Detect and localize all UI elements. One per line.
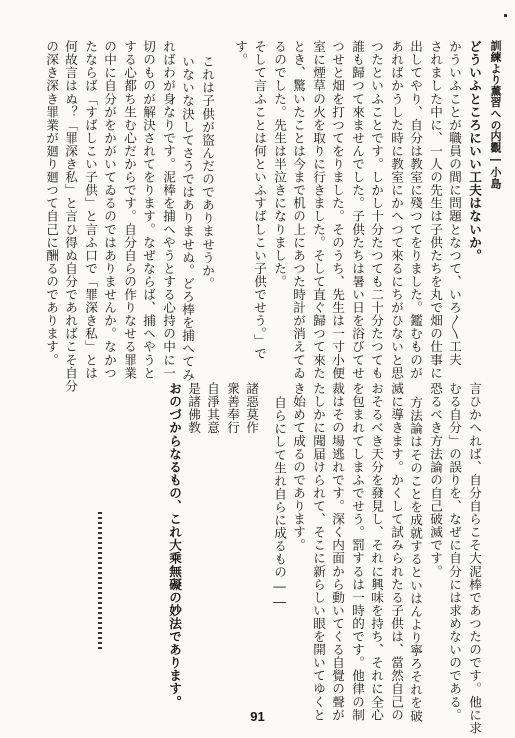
text-column: とき、驚いたことは今まで机の上にあつた時計が消えてゐ <box>291 40 306 380</box>
text-column: 何故言はぬ？「罪深き私」と言ひ得ぬ自分であればこそ自分 <box>63 40 78 393</box>
text-column: つたといふことです。しかし十分たつても二十分たつても <box>369 40 384 380</box>
text-column: るのでした。先生は半泣きになりました。 <box>272 40 287 288</box>
text-column: 室に煙草の火を取りに行きました。そして直ぐ歸つて來た <box>311 40 326 380</box>
text-column: の中に自分がをかがいてゐるのではありませんか。なかつ <box>102 40 117 380</box>
closing-column: おのづからなるもの、これ大乘無礙の妙法であります。 <box>167 382 182 709</box>
wavy-divider <box>98 512 102 652</box>
text-column: 誰も歸つて來ませんでした。子供たちは暑い日を浴びてせ <box>350 40 365 380</box>
sutra-line: 自淨其意 <box>205 382 220 435</box>
text-column: する心都ち生む心だからです。自分自らの作りなせる罪業 <box>122 40 137 380</box>
text-column: 出してやり、自分は教室に殘つてをりました。鑑むものが <box>408 40 423 380</box>
text-column: 方法論はそのことを成就するといはんより寧ろそれを破 <box>408 396 423 723</box>
text-column: 滅に導きます。かくして試みられたる子供は、當然自己の <box>389 382 404 722</box>
text-column: 言ひかへれば、自分自らこそ大泥棒であつたのです。他に求 <box>467 382 482 735</box>
text-column: たならば「すばしこい子供」と言ふ口で「罪深き私」とは <box>83 40 98 380</box>
text-column: あればかうした時に教室にかへつて來るにちがひないと思 <box>389 40 404 380</box>
text-column: 切のものが解決されてをります。なぜならば、捕へやうと <box>141 40 156 380</box>
sutra-line: 衆善奉行 <box>225 382 240 435</box>
text-column: むる自分」の誤りを、なぜに自分には求めないのである。 <box>447 382 462 722</box>
text-column: そして言ふことは何といふすばしこい子供でせう。」で <box>252 40 267 360</box>
sutra-line: 諸惡莫作 <box>244 382 259 435</box>
text-column: いないな決してさうではありませぬ。どろ棒を捕へてみ <box>180 55 195 382</box>
text-column: かういふことが職員の間に問題となつて、いろ〳〵工夫 <box>447 40 462 366</box>
text-column: つせと畑を打つてをりました。そのうち、先生は一寸小便 <box>330 40 345 380</box>
page-number: 91 <box>250 709 265 724</box>
text-column: 裁はその場逃れです。深く内面から動いてくる自覺の聲が <box>330 382 345 722</box>
text-column: ればわが身なりです。泥棒を捕へやうとする心持の中に一 <box>161 40 176 380</box>
text-column: されました中に、一人の先生は子供たちを丸で畑の仕事に <box>428 40 443 380</box>
text-column: 恐るべき方法論の自己破滅です。 <box>428 382 443 578</box>
text-column: 自らにして生れ自らに成るもの―― <box>272 396 287 610</box>
text-column: の深き深き罪業が廻り廻つて自己に酬るのであります。 <box>44 40 59 367</box>
text-column: す。 <box>233 40 248 67</box>
text-column: おそるべき天分を發見し、それに興味を持ち、それに全心 <box>369 382 384 722</box>
text-column: たしかに聞届けられて、そこに新らしい眼を開いてゆくと <box>311 382 326 722</box>
text-column: どういふところにいい工夫はないか。 <box>467 40 482 262</box>
sutra-line: 是諸佛教 <box>186 382 201 435</box>
text-column: き始めて成るのであります。 <box>291 382 306 552</box>
running-head: 訓練より薫習への内觀―小島 <box>489 40 502 189</box>
corner-mark <box>504 14 507 17</box>
text-column: を包まれてしまふでせう。罰するは一時的です。他律の制 <box>350 382 365 722</box>
text-column: これは子供が盜んだのでありませうか。 <box>200 55 215 290</box>
